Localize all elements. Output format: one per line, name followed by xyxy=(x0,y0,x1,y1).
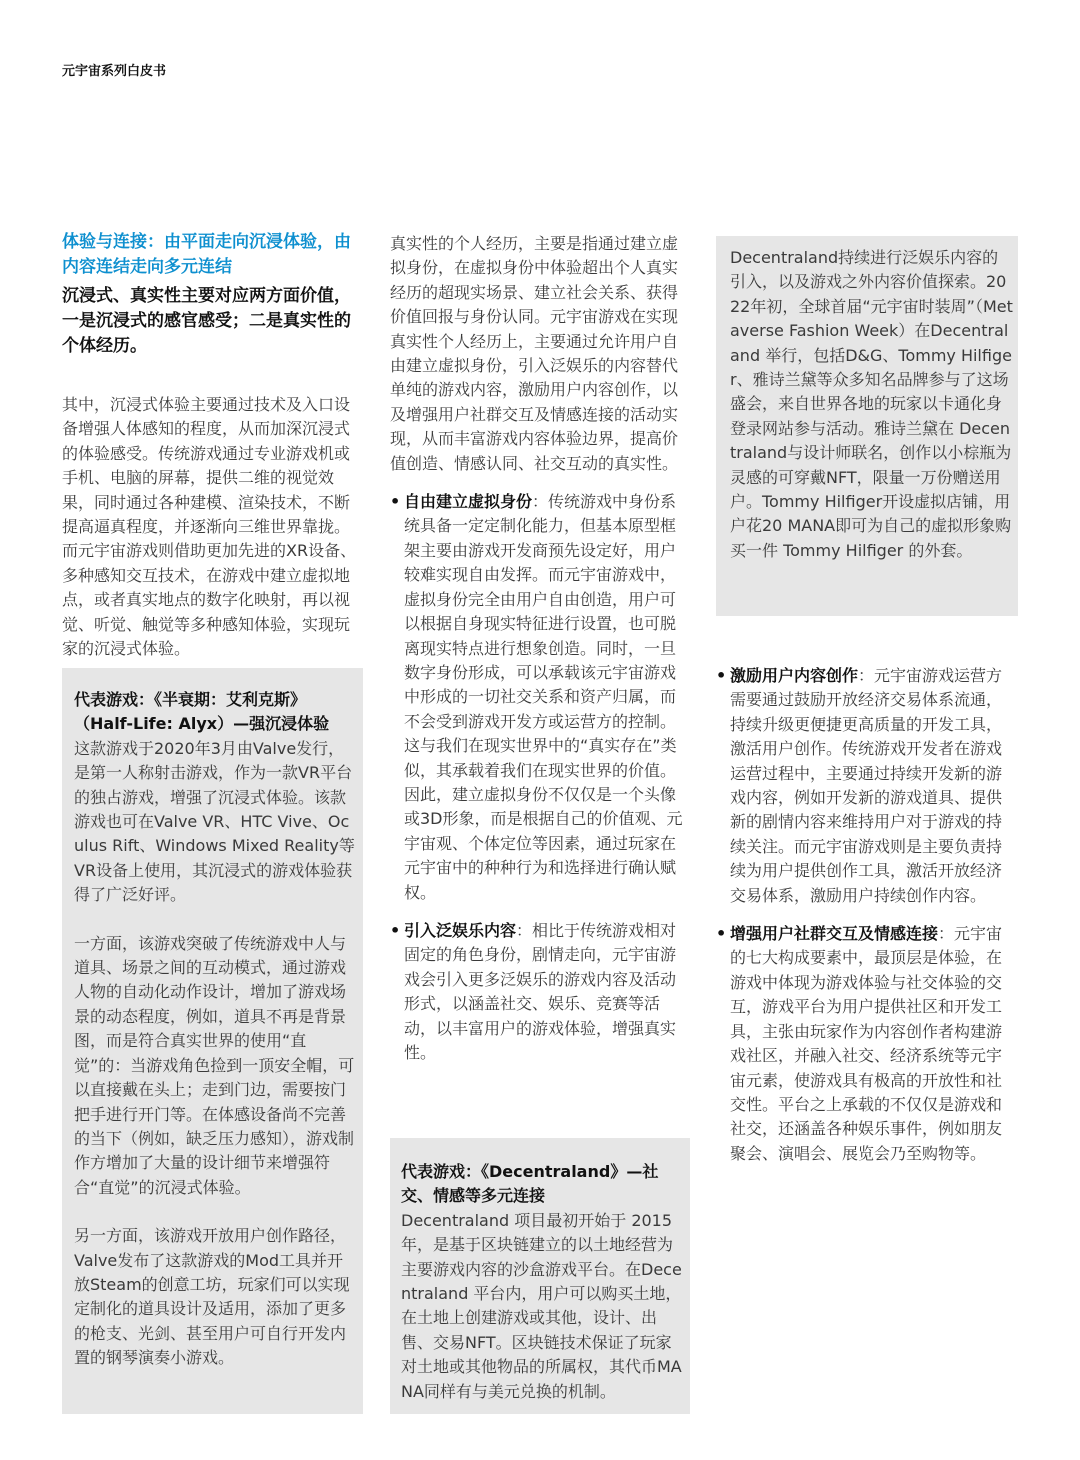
bullet-text: ：传统游戏中身份系统具备一定定制化能力，但基本原型框架主要由游戏开发商预先设定好，用户较难实现自由发挥。而元宇宙游戏中，虚拟身份完全由用户自由创造，用户可以根据自身现实特征进行设置，也可脱离现实特点进行想象创造。同时，一旦数字身份形成，可以承载该元宇宙游戏中形成的一切社交关系和资产归属，而不会受到游戏开发方或运营方的控制。这与我们在现实世界中的“真实存在”类似，其承载着我们在现实世界的价值。因此，建立虚拟身份不仅仅是一个头像或3D形象，而是根据自己的价值观、元宇宙观、个体定位等因素，通过玩家在元宇宙中的种种行为和选择进行确认赋权。 xyxy=(404,492,683,902)
bullet-icon: • xyxy=(716,666,727,685)
case-study-paragraph: 另一方面，该游戏开放用户创作路径，Valve发布了这款游戏的Mod工具并开放Steam的创意工坊，玩家们可以实现定制化的道具设计及适用，添加了更多的枪支、光剑、甚至用户可自行开发内置的钢琴演奏小游戏。 xyxy=(74,1226,350,1368)
bullet-title: 引入泛娱乐内容 xyxy=(404,920,517,940)
bullet-item xyxy=(390,490,686,905)
section-heading: 体验与连接：由平面走向沉浸体验，由内容连结走向多元连结 xyxy=(62,232,351,277)
column-middle xyxy=(390,232,686,1065)
case-study-box-decentraland xyxy=(390,1138,690,1414)
bullet-item xyxy=(390,919,686,1065)
case-study-paragraph: Decentraland持续进行泛娱乐内容的引入，以及游戏之外内容价值探索。2022年初，全球首届“元宇宙时装周”（Metaverse Fashion Week）在Decentraland 举行，包括D&G、Tommy Hilfiger、雅诗兰黛等众多知名品牌参与了这场盛会，来自世界各地的玩家以卡通化身登录网站参与活动。雅诗兰黛在 Decentraland与设计师联名，创作以小棕瓶为灵感的可穿戴NFT，限量一万份赠送用户。Tommy Hilfiger开设虚拟店铺，用户花20 MANA即可为自己的虚拟形象购买一件 Tommy Hilfiger 的外套。 xyxy=(730,248,1013,560)
bullet-item xyxy=(716,922,1012,1166)
case-study-box-half-life xyxy=(62,668,363,1414)
bullet-title: 自由建立虚拟身份 xyxy=(404,492,533,512)
case-study-paragraph: 一方面，该游戏突破了传统游戏中人与道具、场景之间的互动模式，通过游戏人物的自动化动作设计，增加了游戏场景的动态程度，例如，道具不再是背景图，而是符合真实世界的使用“直觉”的：当游戏角色捡到一顶安全帽，可以直接戴在头上；走到门边，需要按门把手进行开门等。在体感设备尚不完善的当下（例如，缺乏压力感知），游戏制作方增加了大量的设计细节来增强符合“直觉”的沉浸式体验。 xyxy=(74,933,355,1197)
section-subheading: 沉浸式、真实性主要对应两方面价值，一是沉浸式的感官感受；二是真实性的个体经历。 xyxy=(62,286,351,356)
bullet-icon: • xyxy=(390,492,401,512)
case-study-paragraph: Decentraland 项目最初开始于 2015 年，是基于区块链建立的以土地经营为主要游戏内容的沙盒游戏平台。在Decentraland 平台内，用户可以购买土地，在土地上创建游戏或其他，设计、出售、交易NFT。区块链技术保证了玩家对土地或其他物品的所属权，其代币MANA同样有与美元兑换的机制。 xyxy=(401,1210,682,1401)
column-left xyxy=(62,230,362,661)
bullet-icon: • xyxy=(390,920,401,940)
bullet-title: 增强用户社群交互及情感连接 xyxy=(730,924,939,944)
body-paragraph: 其中，沉浸式体验主要通过技术及入口设备增强人体感知的程度，从而加深沉浸式的体验感受。传统游戏通过专业游戏机或手机、电脑的屏幕，提供二维的视觉效果，同时通过各种建模、渲染技术，不断提高逼真程度，并逐渐向三维世界靠拢。而元宇宙游戏则借助更加先进的XR设备、多种感知交互技术，在游戏中建立虚拟地点，或者真实地点的数字化映射，再以视觉、听觉、触觉等多种感知体验，实现玩家的沉浸式体验。 xyxy=(62,395,357,659)
bullet-item xyxy=(716,664,1012,908)
body-paragraph: 真实性的个人经历，主要是指通过建立虚拟身份，在虚拟身份中体验超出个人真实经历的超现实场景、建立社会关系、获得价值回报与身份认同。元宇宙游戏在实现真实性个人经历上，主要通过允许用户自由建立虚拟身份，引入泛娱乐的内容替代单纯的游戏内容，激励用户内容创作，以及增强用户社群交互及情感连接的活动实现，从而丰富游戏内容体验边界，提高价值创造、情感认同、社交互动的真实性。 xyxy=(390,234,679,473)
bullet-title: 激励用户内容创作 xyxy=(730,666,859,685)
bullet-text: ：元宇宙的七大构成要素中，最顶层是体验，在游戏中体现为游戏体验与社交体验的交互，游戏平台为用户提供社区和开发工具，主张由玩家作为内容创作者构建游戏社区，并融入社交、经济系统等元宇宙元素，使游戏具有极高的开放性和社交性。平台之上承载的不仅仅是游戏和社交，还涵盖各种娱乐事件，例如朋友聚会、演唱会、展览会乃至购物等。 xyxy=(730,924,1003,1163)
column-right xyxy=(716,664,1012,1166)
bullet-text: ：元宇宙游戏运营方需要通过鼓励开放经济交易体系流通，持续升级更便捷更高质量的开发工具，激活用户创作。传统游戏开发者在游戏运营过程中，主要通过持续开发新的游戏内容，例如开发新的游戏道具、提供新的剧情内容来维持用户对于游戏的持续关注。而元宇宙游戏则是主要负责持续为用户提供创作工具，激活开放经济交易体系，激励用户持续创作内容。 xyxy=(730,666,1003,905)
case-study-title: 代表游戏：《半衰期：艾利克斯》（Half-Life: Alyx）—强沉浸体验 xyxy=(74,690,330,734)
case-study-box-decentraland-continued xyxy=(716,236,1018,616)
case-study-paragraph: 这款游戏于2020年3月由Valve发行，是第一人称射击游戏，作为一款VR平台的独占游戏，增强了沉浸式体验。该款游戏也可在Valve VR、HTC Vive、Oculus Rift、Windows Mixed Reality等VR设备上使用，其沉浸式的游戏体验获得了广泛好评。 xyxy=(74,738,355,905)
bullet-icon: • xyxy=(716,924,727,944)
case-study-title: 代表游戏：《Decentraland》—社交、情感等多元连接 xyxy=(401,1162,659,1206)
bullet-text: ：相比于传统游戏相对固定的角色身份，剧情走向，元宇宙游戏会引入更多泛娱乐的游戏内容及活动形式，以涵盖社交、娱乐、竞赛等活动，以丰富用户的游戏体验，增强真实性。 xyxy=(404,920,677,1062)
document-header: 元宇宙系列白皮书 xyxy=(62,64,167,79)
